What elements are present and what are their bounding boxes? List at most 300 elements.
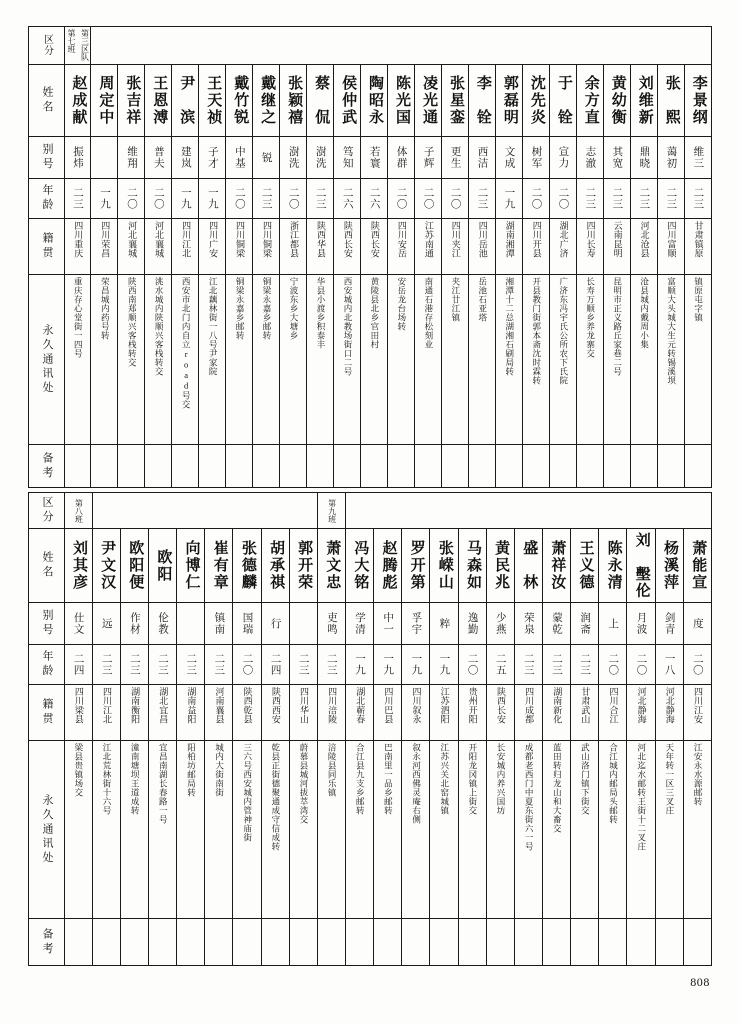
row-header-origin: 籍贯 [29, 219, 65, 275]
cell-alias: 蔼初 [657, 137, 684, 179]
cell-name: 郭磊明 [496, 65, 523, 137]
cell-remark [226, 445, 253, 488]
cell-remark [233, 919, 261, 966]
cell-name: 刘 墼伦 [627, 529, 655, 603]
cell-remark [415, 445, 442, 488]
cell-address: 乾县正街德聚通成守信成转 [261, 741, 289, 919]
cell-address: 开县教门街郭本斋沈时霖转 [522, 275, 549, 445]
cell-name: 余方直 [576, 65, 603, 137]
cell-name: 黄幼衡 [603, 65, 630, 137]
cell-age: 二三 [120, 645, 148, 685]
cell-origin: 湖南益阳 [177, 685, 205, 741]
cell-address: 武山洛门镇下街交 [571, 741, 599, 919]
cell-alias [289, 603, 317, 645]
cell-address: 富顺大头城大生元转锡溪坝 [657, 275, 684, 445]
cell-remark [261, 919, 289, 966]
cell-alias: 其宽 [603, 137, 630, 179]
cell-remark [571, 919, 599, 966]
cell-address: 潼南塘坝王道成转 [120, 741, 148, 919]
roster-table-top [28, 26, 712, 488]
cell-name: 张 熙 [657, 65, 684, 137]
cell-name: 欧阳 [148, 529, 176, 603]
cell-alias: 振炜 [64, 137, 91, 179]
row-header-alias: 别号 [29, 137, 65, 179]
cell-alias: 吏鸣 [317, 603, 345, 645]
cell-remark [317, 919, 345, 966]
cell-age: 一九 [402, 645, 430, 685]
cell-remark [205, 919, 233, 966]
cell-name: 沈先炎 [522, 65, 549, 137]
cell-name: 郭开荣 [289, 529, 317, 603]
cell-name: 欧阳便 [120, 529, 148, 603]
cell-alias: 中一 [374, 603, 402, 645]
cell-origin: 四川梁县 [64, 685, 92, 741]
cell-name: 赵成献 [64, 65, 91, 137]
cell-age: 二三 [307, 179, 334, 219]
cell-alias [177, 603, 205, 645]
cell-remark [514, 919, 542, 966]
cell-remark [145, 445, 172, 488]
cell-age: 一九 [172, 179, 199, 219]
cell-origin: 甘肃武山 [571, 685, 599, 741]
cell-origin: 四川安岳 [388, 219, 415, 275]
cell-address: 湘潭十二总湖湘石刷局转 [496, 275, 523, 445]
cell-age: 一九 [199, 179, 226, 219]
cell-age: 二〇 [388, 179, 415, 219]
cell-name: 王恩溥 [145, 65, 172, 137]
cell-age: 一九 [345, 645, 373, 685]
cell-alias: 文成 [496, 137, 523, 179]
cell-age: 二三 [514, 645, 542, 685]
cell-name: 刘维新 [630, 65, 657, 137]
cell-age: 二〇 [280, 179, 307, 219]
cell-address: 开阳龙冈镇上街交 [458, 741, 486, 919]
cell-address: 黄陵县北乡官田村 [361, 275, 388, 445]
cell-age: 二三 [289, 645, 317, 685]
squad-label-nine: 第九班 [317, 493, 345, 529]
cell-remark [334, 445, 361, 488]
cell-address: 巴南里一品乡邮转 [374, 741, 402, 919]
cell-name: 周定中 [91, 65, 118, 137]
cell-name: 杨溪萍 [655, 529, 683, 603]
cell-name: 陈光国 [388, 65, 415, 137]
cell-age: 一九 [496, 179, 523, 219]
cell-alias: 维翔 [118, 137, 145, 179]
cell-age: 二四 [64, 645, 92, 685]
cell-origin: 四川重庆 [64, 219, 91, 275]
cell-age: 二三 [253, 179, 280, 219]
roster-grid-top [28, 26, 712, 488]
cell-age: 一九 [374, 645, 402, 685]
cell-origin: 河北襄城 [145, 219, 172, 275]
row-header-origin: 籍贯 [29, 685, 65, 741]
cell-address: 成都老西门中夏东街六一号 [514, 741, 542, 919]
cell-age: 一九 [430, 645, 458, 685]
cell-alias: 国瑞 [233, 603, 261, 645]
cell-alias: 普夫 [145, 137, 172, 179]
cell-remark [542, 919, 570, 966]
cell-origin: 四川广安 [199, 219, 226, 275]
cell-age: 二〇 [683, 645, 711, 685]
cell-origin: 江苏南通 [415, 219, 442, 275]
cell-origin: 四川长寿 [576, 219, 603, 275]
cell-remark [199, 445, 226, 488]
cell-address: 重庆存心堂街一四号 [64, 275, 91, 445]
cell-remark [120, 919, 148, 966]
cell-name: 张星銮 [442, 65, 469, 137]
cell-address: 叙永河西佛灵庵右侧 [402, 741, 430, 919]
cell-origin: 陕西乾县 [233, 685, 261, 741]
cell-address: 洮水城内陕顺兴客栈转交 [145, 275, 172, 445]
cell-address: 蔚慕县城河拔萃湾交 [289, 741, 317, 919]
cell-remark [576, 445, 603, 488]
cell-alias: 学清 [345, 603, 373, 645]
cell-origin: 河南襄县 [205, 685, 233, 741]
cell-name: 王义德 [571, 529, 599, 603]
cell-origin: 四川华山 [289, 685, 317, 741]
cell-remark [64, 919, 92, 966]
cell-remark [172, 445, 199, 488]
row-header-name: 姓名 [29, 65, 65, 137]
row-header-address: 永久通讯处 [29, 741, 65, 919]
squad-band-left [345, 493, 711, 529]
cell-remark [549, 445, 576, 488]
cell-age: 二〇 [522, 179, 549, 219]
cell-alias: 笃知 [334, 137, 361, 179]
cell-origin: 陕西长安 [361, 219, 388, 275]
cell-alias: 中基 [226, 137, 253, 179]
cell-alias: 若寰 [361, 137, 388, 179]
cell-alias: 上 [599, 603, 627, 645]
cell-address: 河北迄水邮转王街十二叉庄 [627, 741, 655, 919]
cell-age: 二〇 [549, 179, 576, 219]
cell-origin: 四川江安 [683, 685, 711, 741]
roster-grid-bottom [28, 492, 712, 966]
cell-origin: 贵州开阳 [458, 685, 486, 741]
cell-remark [684, 445, 711, 488]
cell-remark [469, 445, 496, 488]
cell-alias: 逸勤 [458, 603, 486, 645]
cell-name: 马森如 [458, 529, 486, 603]
cell-age: 二三 [603, 179, 630, 219]
cell-name: 萧祥汝 [542, 529, 570, 603]
cell-age: 二三 [571, 645, 599, 685]
cell-address: 江苏兴关北窑城镇 [430, 741, 458, 919]
cell-origin: 四川开县 [522, 219, 549, 275]
row-header-alias: 别号 [29, 603, 65, 645]
row-header-address: 永久通讯处 [29, 275, 65, 445]
cell-age: 二三 [148, 645, 176, 685]
cell-origin: 陕西西安 [261, 685, 289, 741]
cell-origin: 四川巴县 [374, 685, 402, 741]
cell-alias: 锐 [253, 137, 280, 179]
cell-origin: 湖北蕲春 [345, 685, 373, 741]
cell-name: 盛 林 [514, 529, 542, 603]
cell-alias: 西洁 [469, 137, 496, 179]
cell-remark [522, 445, 549, 488]
cell-origin: 四川夹江 [442, 219, 469, 275]
cell-age: 二三 [469, 179, 496, 219]
squad-band-right [92, 493, 317, 529]
cell-age: 二三 [576, 179, 603, 219]
cell-address: 天年转一区三叉庄 [655, 741, 683, 919]
cell-alias: 蒙乾 [542, 603, 570, 645]
cell-age: 二三 [177, 645, 205, 685]
cell-name: 侯仲武 [334, 65, 361, 137]
cell-remark [118, 445, 145, 488]
cell-alias: 澍洗 [280, 137, 307, 179]
cell-name: 罗开第 [402, 529, 430, 603]
row-header-group: 区分 [29, 27, 65, 65]
row-header-remark: 备考 [29, 445, 65, 488]
cell-address: 沧县城内戴周小集 [630, 275, 657, 445]
cell-age: 二三 [684, 179, 711, 219]
cell-name: 尹文汉 [92, 529, 120, 603]
cell-name: 王天祯 [199, 65, 226, 137]
cell-remark [442, 445, 469, 488]
cell-alias [91, 137, 118, 179]
cell-remark [307, 445, 334, 488]
cell-remark [458, 919, 486, 966]
cell-address: 长寿万顺乡养龙寨交 [576, 275, 603, 445]
cell-age: 二三 [630, 179, 657, 219]
cell-age: 二三 [205, 645, 233, 685]
cell-address: 广济东冯宇氏公所农下氏院 [549, 275, 576, 445]
cell-origin: 四川富顺 [657, 219, 684, 275]
cell-remark [683, 919, 711, 966]
cell-age: 二〇 [118, 179, 145, 219]
cell-name: 凌光通 [415, 65, 442, 137]
cell-name: 张嵘山 [430, 529, 458, 603]
cell-name: 冯大铭 [345, 529, 373, 603]
cell-remark [253, 445, 280, 488]
cell-address: 华县小渡乡积泰丰 [307, 275, 334, 445]
cell-alias: 树军 [522, 137, 549, 179]
cell-age: 二四 [261, 645, 289, 685]
cell-age: 二六 [361, 179, 388, 219]
cell-address: 城内大街南街 [205, 741, 233, 919]
cell-origin: 云南昆明 [603, 219, 630, 275]
cell-age: 二〇 [226, 179, 253, 219]
cell-alias: 建岚 [172, 137, 199, 179]
cell-remark [486, 919, 514, 966]
cell-alias: 志澈 [576, 137, 603, 179]
cell-alias: 宣力 [549, 137, 576, 179]
cell-address: 安岳龙台场转 [388, 275, 415, 445]
cell-remark [496, 445, 523, 488]
cell-origin: 甘肃镇原 [684, 219, 711, 275]
cell-address: 宜昌南湖长春路一号 [148, 741, 176, 919]
cell-address: 蓝田转归龙山和大畜交 [542, 741, 570, 919]
cell-address: 阳柏坊邮局转 [177, 741, 205, 919]
cell-name: 陈永清 [599, 529, 627, 603]
cell-age: 二〇 [233, 645, 261, 685]
squad-empty-band [91, 27, 712, 65]
cell-age: 二〇 [458, 645, 486, 685]
cell-remark [430, 919, 458, 966]
cell-origin: 湖南新化 [542, 685, 570, 741]
cell-alias: 远 [92, 603, 120, 645]
cell-address: 铜梁永嘉乡邮转 [253, 275, 280, 445]
cell-name: 李景纲 [684, 65, 711, 137]
cell-name: 尹 滨 [172, 65, 199, 137]
cell-address: 镇原屯字镇 [684, 275, 711, 445]
cell-name: 刘其彦 [64, 529, 92, 603]
cell-origin: 四川铜梁 [226, 219, 253, 275]
cell-address: 宁波东乡大塘乡 [280, 275, 307, 445]
cell-name: 黄民兆 [486, 529, 514, 603]
cell-age: 二〇 [627, 645, 655, 685]
cell-age: 一九 [91, 179, 118, 219]
cell-alias: 荣泉 [514, 603, 542, 645]
cell-age: 二〇 [442, 179, 469, 219]
cell-age: 二三 [657, 179, 684, 219]
cell-alias: 澍洗 [307, 137, 334, 179]
cell-address: 西安市北门内自立road号交 [172, 275, 199, 445]
cell-age: 一八 [655, 645, 683, 685]
cell-age: 二五 [486, 645, 514, 685]
cell-alias: 子才 [199, 137, 226, 179]
cell-age: 二〇 [415, 179, 442, 219]
cell-remark [627, 919, 655, 966]
cell-name: 胡承祺 [261, 529, 289, 603]
cell-origin: 湖南湘潭 [496, 219, 523, 275]
cell-age: 二三 [542, 645, 570, 685]
row-header-age: 年龄 [29, 645, 65, 685]
cell-alias: 子辉 [415, 137, 442, 179]
cell-address: 陕西南郑顺兴客栈转交 [118, 275, 145, 445]
cell-name: 于 铨 [549, 65, 576, 137]
cell-address: 江北荒林街十六号 [92, 741, 120, 919]
cell-origin: 四川江北 [172, 219, 199, 275]
cell-address: 荣昌城内药号转 [91, 275, 118, 445]
cell-name: 萧能宣 [683, 529, 711, 603]
cell-alias: 月波 [627, 603, 655, 645]
cell-alias: 体群 [388, 137, 415, 179]
cell-name: 崔有章 [205, 529, 233, 603]
cell-name: 张德麟 [233, 529, 261, 603]
cell-name: 陶昭永 [361, 65, 388, 137]
cell-alias: 更生 [442, 137, 469, 179]
cell-address: 南通石港存松刻业 [415, 275, 442, 445]
cell-alias: 润斋 [571, 603, 599, 645]
cell-address: 昆明市正义路丘家巷二号 [603, 275, 630, 445]
cell-origin: 四川江北 [92, 685, 120, 741]
cell-age: 二〇 [145, 179, 172, 219]
cell-origin: 河北静海 [627, 685, 655, 741]
row-header-name: 姓名 [29, 529, 65, 603]
cell-remark [64, 445, 91, 488]
cell-remark [345, 919, 373, 966]
cell-origin: 四川叙永 [402, 685, 430, 741]
cell-alias: 仕文 [64, 603, 92, 645]
cell-remark [655, 919, 683, 966]
cell-age: 二三 [92, 645, 120, 685]
cell-remark [289, 919, 317, 966]
cell-origin: 陕西华县 [307, 219, 334, 275]
cell-origin: 河北襄城 [118, 219, 145, 275]
cell-origin: 四川成都 [514, 685, 542, 741]
cell-remark [91, 445, 118, 488]
row-header-group: 区分 [29, 493, 65, 529]
cell-origin: 陕西长安 [486, 685, 514, 741]
cell-alias: 作材 [120, 603, 148, 645]
cell-address: 合江城内邮局头邮转 [599, 741, 627, 919]
cell-address: 涪陵县同乐镇 [317, 741, 345, 919]
cell-address: 三六号西安城内管神庙街 [233, 741, 261, 919]
cell-age: 二六 [334, 179, 361, 219]
cell-name: 张吉祥 [118, 65, 145, 137]
cell-alias: 鼎晓 [630, 137, 657, 179]
cell-origin: 河北沧县 [630, 219, 657, 275]
cell-remark [177, 919, 205, 966]
cell-name: 戴竹锐 [226, 65, 253, 137]
roster-table-bottom [28, 492, 712, 966]
cell-remark [402, 919, 430, 966]
cell-address: 夹江廿江镇 [442, 275, 469, 445]
cell-age: 二〇 [599, 645, 627, 685]
squad-label-cell: 第三区队 第七班 [64, 27, 91, 65]
cell-remark [374, 919, 402, 966]
cell-alias: 剑青 [655, 603, 683, 645]
cell-address: 长安城内养兴国坊 [486, 741, 514, 919]
cell-remark [148, 919, 176, 966]
cell-address: 合江县九支乡邮转 [345, 741, 373, 919]
row-header-age: 年龄 [29, 179, 65, 219]
cell-remark [630, 445, 657, 488]
cell-remark [280, 445, 307, 488]
cell-alias: 行 [261, 603, 289, 645]
cell-name: 蔡 侃 [307, 65, 334, 137]
cell-origin: 江苏泗阳 [430, 685, 458, 741]
cell-origin: 湖南衡阳 [120, 685, 148, 741]
cell-age: 二三 [317, 645, 345, 685]
cell-address: 西安城内北教场街口二号 [334, 275, 361, 445]
cell-address: 江北藕林街一八号尹家院 [199, 275, 226, 445]
cell-alias: 孚宇 [402, 603, 430, 645]
cell-alias: 维三 [684, 137, 711, 179]
cell-origin: 四川涪陵 [317, 685, 345, 741]
squad-label-eight: 第八班 [64, 493, 92, 529]
cell-name: 戴继之 [253, 65, 280, 137]
cell-address: 梁县贵镇场交 [64, 741, 92, 919]
cell-name: 萧文忠 [317, 529, 345, 603]
cell-origin: 四川合江 [599, 685, 627, 741]
cell-name: 张颖禧 [280, 65, 307, 137]
cell-alias: 镇南 [205, 603, 233, 645]
cell-remark [388, 445, 415, 488]
cell-address: 岳池石亚塔 [469, 275, 496, 445]
cell-name: 向博仁 [177, 529, 205, 603]
cell-remark [657, 445, 684, 488]
cell-alias: 度 [683, 603, 711, 645]
cell-origin: 四川铜梁 [253, 219, 280, 275]
cell-address: 江安永水源邮转 [683, 741, 711, 919]
cell-remark [599, 919, 627, 966]
cell-origin: 四川荣昌 [91, 219, 118, 275]
cell-name: 赵腾彪 [374, 529, 402, 603]
cell-origin: 河北静海 [655, 685, 683, 741]
cell-age: 二三 [64, 179, 91, 219]
row-header-remark: 备考 [29, 919, 65, 966]
page-number: 808 [690, 975, 710, 989]
cell-origin: 湖北广济 [549, 219, 576, 275]
cell-remark [361, 445, 388, 488]
cell-remark [92, 919, 120, 966]
cell-alias: 少燕 [486, 603, 514, 645]
cell-origin: 湖北宜昌 [148, 685, 176, 741]
cell-origin: 四川岳池 [469, 219, 496, 275]
